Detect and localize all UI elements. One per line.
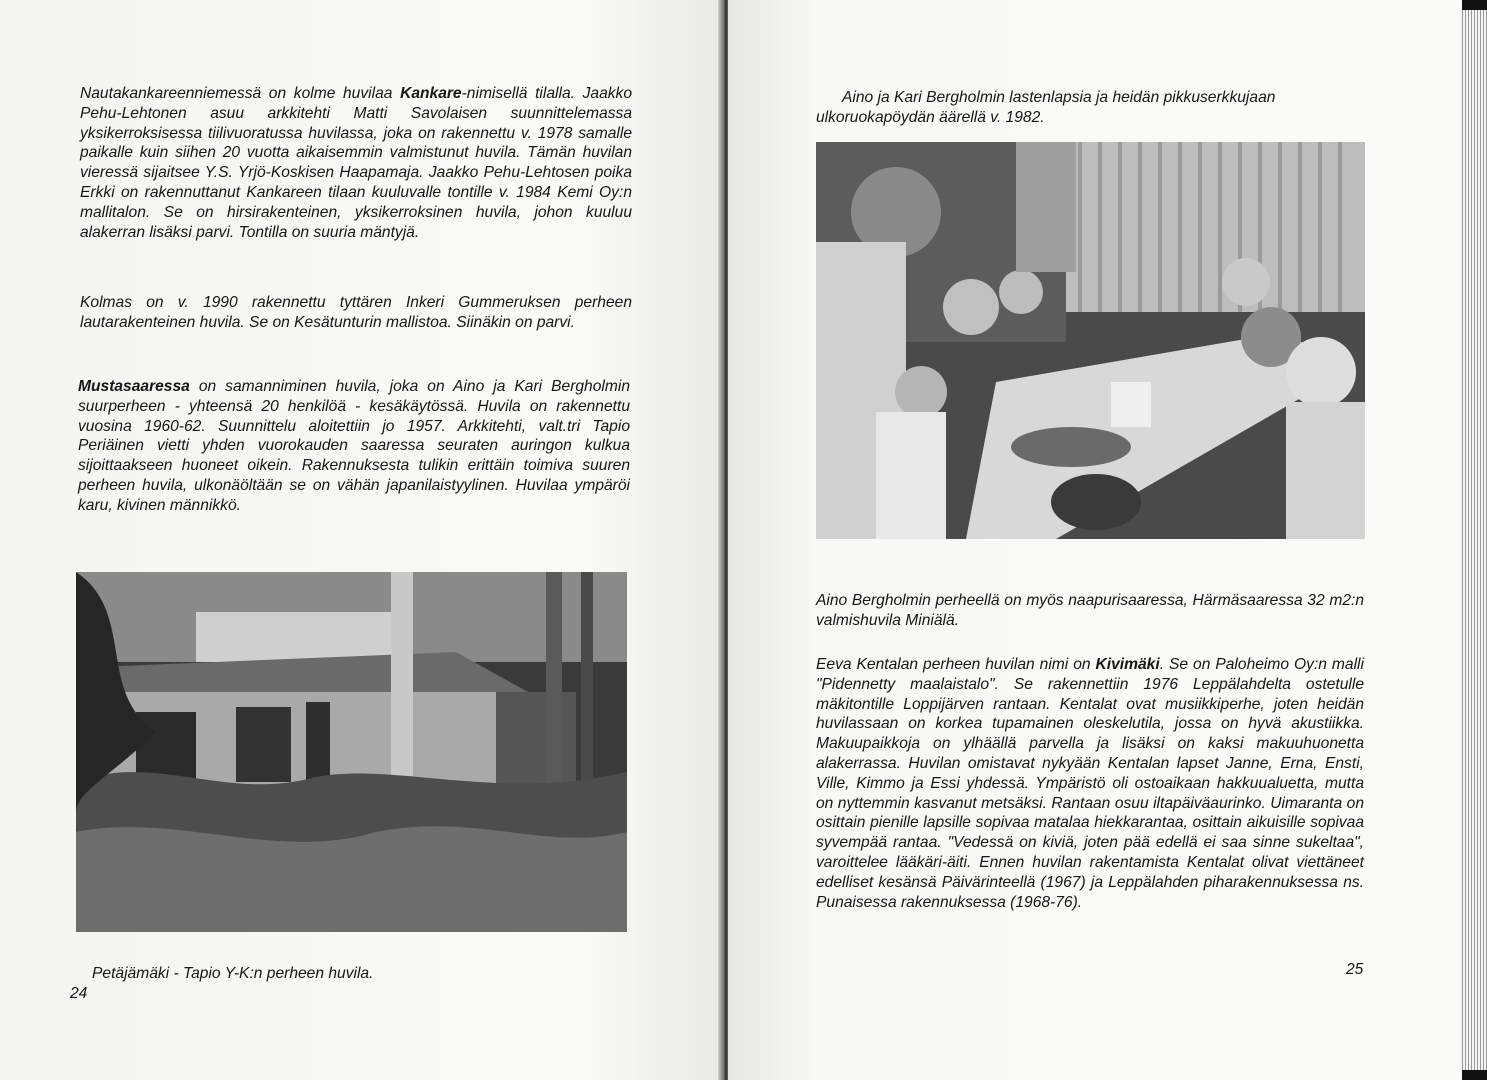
right-page-number: 25	[1346, 961, 1364, 978]
left-p3-bold-mustasaaressa: Mustasaaressa	[78, 378, 190, 395]
children-photo-graphic	[816, 142, 1365, 539]
left-paragraph-kolmas: Kolmas on v. 1990 rakennettu tyttären Inkeri Gummeruksen perheen lautarakenteinen huvila. Se on Kesätunturin mallistoa. Siinäkin on parvi.	[80, 294, 632, 331]
left-page	[0, 0, 722, 1080]
book-page-edges	[1460, 10, 1487, 1070]
left-p1-prefix: Nautakankareenniemessä on kolme huvilaa	[80, 85, 401, 102]
petajamaki-villa-photo	[76, 572, 627, 932]
right-photo-caption: Aino ja Kari Bergholmin lastenlapsia ja heidän pikkuserkkujaan ulkoruokapöydän äärellä v. 1982.	[816, 89, 1276, 126]
right-p2-suffix: . Se on Paloheimo Oy:n malli "Pidennetty maalaistalo". Se rakennettiin 1976 Leppälahdelta ostetulle mäkitontille Loppijärven rantaan. Kentalat ovat musiikkiperhe, joten heidän huvilassaan on korkea tupamainen oleskelutila, jossa on hyvä akustiikka. Makuupaikkoja on ylhäällä parvella ja lisäksi on kaksi makuuhuonetta alakerrassa. Huvilan omistavat nykyään Kentalan lapset Janne, Erna, Ensti, Ville, Kimmo ja Essi yhdessä. Ympäristö oli ostoaikaan hakkuualuetta, mutta on nyttemmin kasvanut metsäksi. Rantaan osuu iltapäiväaurinko. Uimaranta on osittain pienille lapsille sopivaa matalaa hiekkarantaa, osittain aikuisille sopivaa syvempää rantaa. "Vedessä on kiviä, joten pää edellä ei saa sinne sukeltaa", varoittelee lääkäri-äiti. Ennen huvilan rakentamista Kentalat olivat viettäneet edelliset kesänsä Päivärinteellä (1967) ja Leppälahden piharakennuksessa ns. Punaisessa rakennuksessa (1968-76).	[816, 656, 1364, 911]
petajamaki-photo-graphic	[76, 572, 627, 932]
left-page-number: 24	[70, 985, 88, 1002]
right-p2-prefix: Eeva Kentalan perheen huvilan nimi on	[816, 656, 1096, 673]
left-paragraph-kankare	[80, 84, 632, 242]
left-photo-caption: Petäjämäki - Tapio Y-K:n perheen huvila.	[92, 965, 374, 982]
right-paragraph-kivimaki	[816, 655, 1364, 912]
left-p1-bold-kankare: Kankare	[400, 85, 462, 102]
right-page	[728, 0, 1462, 1080]
left-p3-suffix: on samanniminen huvila, joka on Aino ja Kari Bergholmin suurperheen - yhteensä 20 henkilöä - kesäkäytössä. Huvila on rakennettu vuosina 1960-62. Suunnittelu aloitettiin jo 1957. Arkkitehti, valt.tri Tapio Periäinen vietti yhden vuorokauden saaressa seuraten auringon kulkua sijoittaakseen huoneet oikein. Rakennuksesta tulikin erittäin toimiva suuren perheen huvila, ulkonäöltään se on vähän japanilaistyylinen. Huvilaa ympäröi karu, kivinen männikkö.	[78, 378, 630, 514]
children-table-photo	[816, 142, 1365, 539]
left-p1-suffix: -nimisellä tilalla. Jaakko Pehu-Lehtonen asuu arkkitehti Matti Savolaisen suunnittelemassa yksikerroksisessa tiilivuoratussa huvilassa, joka on rakennettu v. 1978 samalle paikalle kuin siihen 20 vuotta aikaisemmin valmistunut huvila. Tämän huvilan vieressä sijaitsee Y.S. Yrjö-Koskisen Haapamaja. Jaakko Pehu-Lehtosen poika Erkki on rakennuttanut Kankareen tilaan kuuluvalle tontille v. 1984 Kemi Oy:n mallitalon. Se on hirsirakenteinen, yksikerroksinen huvila, johon kuuluu alakerran lisäksi parvi. Tontilla on suuria mäntyjä.	[80, 85, 633, 241]
left-paragraph-mustasaaressa	[78, 377, 630, 516]
right-p2-bold-kivimaki: Kivimäki	[1095, 656, 1160, 673]
right-paragraph-miniala: Aino Bergholmin perheellä on myös naapurisaaressa, Härmäsaaressa 32 m2:n valmishuvila Miniälä.	[816, 592, 1364, 629]
